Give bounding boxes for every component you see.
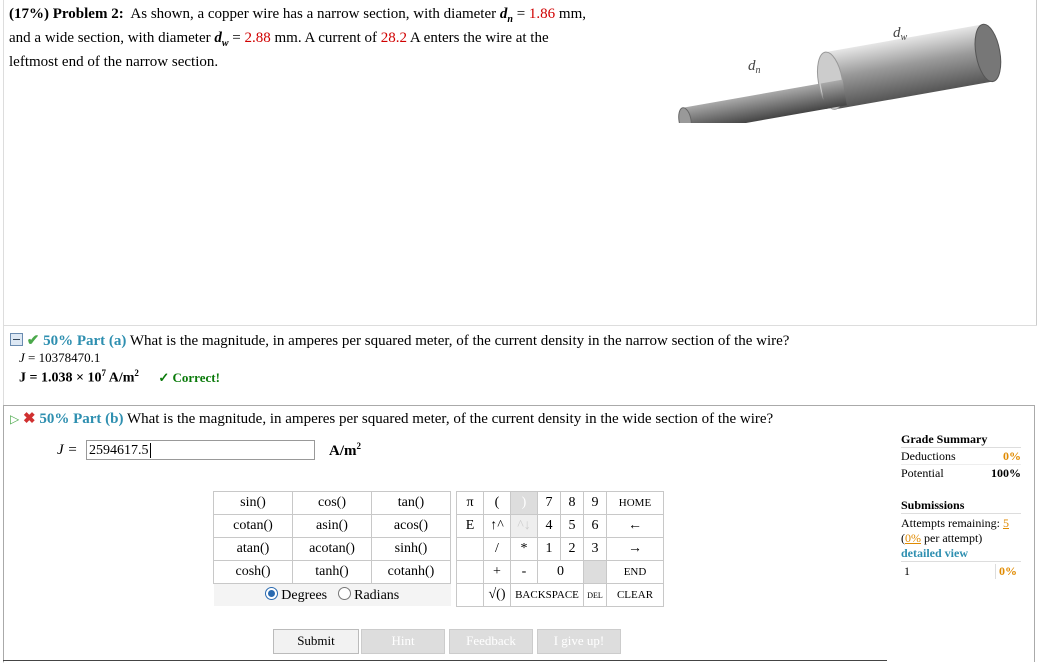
atan-button[interactable]: atan() bbox=[214, 538, 293, 561]
attempts-row bbox=[901, 516, 1021, 531]
numeric-keypad bbox=[456, 491, 664, 607]
part-a-answer bbox=[19, 368, 220, 387]
angle-mode-row bbox=[214, 584, 451, 607]
del-key[interactable]: DEL bbox=[584, 584, 607, 607]
attempts-label: Attempts remaining: bbox=[901, 516, 1000, 530]
detailed-view-link[interactable]: detailed view bbox=[901, 546, 1021, 562]
key-8[interactable]: 8 bbox=[561, 492, 584, 515]
wide-section bbox=[825, 24, 993, 109]
part-b-variable bbox=[57, 442, 78, 459]
blank-key bbox=[457, 561, 484, 584]
blank-key bbox=[457, 584, 484, 607]
part-a-answer-raw: J = 10378470.1 bbox=[19, 350, 101, 365]
end-key[interactable]: END bbox=[607, 561, 664, 584]
deductions-value: 0% bbox=[1003, 449, 1021, 463]
part-b-percent: 50% Part (b) bbox=[39, 411, 124, 427]
home-key[interactable]: HOME bbox=[607, 492, 664, 515]
submit-button[interactable]: Submit bbox=[273, 629, 359, 654]
equals-sign: = bbox=[232, 30, 241, 46]
correct-badge: ✓ Correct! bbox=[158, 369, 220, 385]
clear-key[interactable]: CLEAR bbox=[607, 584, 664, 607]
per-attempt-value: 0% bbox=[905, 531, 921, 545]
per-attempt-row bbox=[901, 531, 1021, 546]
var-dw: $d_w$ bbox=[214, 30, 229, 49]
degrees-label: Degrees bbox=[281, 587, 328, 603]
attempts-value: 5 bbox=[1002, 516, 1009, 530]
dw-value: 2.88 bbox=[244, 30, 271, 46]
var-dn: $d_n$ bbox=[499, 6, 513, 25]
sinh-button[interactable]: sinh() bbox=[372, 538, 451, 561]
problem-text-3: A enters the wire at the bbox=[409, 30, 549, 46]
part-b-unit bbox=[329, 441, 361, 460]
problem-text-1: As shown, a copper wire has a narrow section, with diameter bbox=[130, 6, 497, 22]
part-a-raw-text: = 10378470.1 bbox=[28, 350, 101, 365]
key-3[interactable]: 3 bbox=[584, 538, 607, 561]
e-key[interactable]: E bbox=[457, 515, 484, 538]
part-a-question: What is the magnitude, in amperes per squared meter, of the current density in the narrow section of the wire? bbox=[129, 333, 790, 349]
cross-icon: ✖ bbox=[22, 411, 36, 427]
cos-button[interactable]: cos() bbox=[293, 492, 372, 515]
figure-label-dn: $d_n$ bbox=[748, 58, 761, 76]
potential-label: Potential bbox=[901, 466, 944, 480]
key-9[interactable]: 9 bbox=[584, 492, 607, 515]
part-a-header bbox=[10, 331, 789, 350]
per-attempt-text: per attempt) bbox=[924, 531, 983, 545]
cotan-button[interactable]: cotan() bbox=[214, 515, 293, 538]
right-border bbox=[1036, 0, 1037, 325]
submissions-panel bbox=[901, 498, 1021, 579]
collapse-icon[interactable] bbox=[10, 333, 23, 346]
bottom-border bbox=[3, 660, 887, 661]
right-arrow-key[interactable]: → bbox=[607, 538, 664, 561]
feedback-button[interactable]: Feedback bbox=[449, 629, 533, 654]
part-b-header bbox=[10, 409, 773, 428]
deductions-label: Deductions bbox=[901, 449, 956, 463]
degrees-radio[interactable] bbox=[265, 587, 278, 600]
part-b-var-label: J = bbox=[57, 442, 78, 458]
potential-value: 100% bbox=[991, 466, 1021, 480]
separator bbox=[3, 325, 1037, 326]
problem-text-2: and a wide section, with diameter bbox=[9, 30, 211, 46]
part-b-question: What is the magnitude, in amperes per squared meter, of the current density in the wide section of the wire? bbox=[126, 411, 774, 427]
deductions-row bbox=[901, 449, 1021, 465]
hint-button[interactable]: Hint bbox=[361, 629, 445, 654]
cosh-button[interactable]: cosh() bbox=[214, 561, 293, 584]
key-1[interactable]: 1 bbox=[538, 538, 561, 561]
key-5[interactable]: 5 bbox=[561, 515, 584, 538]
dn-value: 1.86 bbox=[528, 6, 556, 22]
radians-radio[interactable] bbox=[338, 587, 351, 600]
submission-number: 1 bbox=[904, 564, 910, 578]
key-4[interactable]: 4 bbox=[538, 515, 561, 538]
expand-triangle-icon[interactable]: ▷ bbox=[10, 412, 20, 426]
submission-row bbox=[901, 564, 1021, 579]
problem-label: Problem 2: bbox=[52, 6, 124, 22]
sin-button[interactable]: sin() bbox=[214, 492, 293, 515]
key-7[interactable]: 7 bbox=[538, 492, 561, 515]
blank-key bbox=[457, 538, 484, 561]
problem-statement bbox=[9, 5, 669, 71]
key-6[interactable]: 6 bbox=[584, 515, 607, 538]
figure-label-dw: $d_w$ bbox=[893, 25, 908, 43]
open-paren-key[interactable]: ( bbox=[484, 492, 511, 515]
multiply-key[interactable]: * bbox=[511, 538, 538, 561]
problem-weight: (17%) bbox=[9, 6, 49, 22]
key-2[interactable]: 2 bbox=[561, 538, 584, 561]
radians-label: Radians bbox=[354, 587, 400, 603]
part-a-unit-exp: 2 bbox=[134, 368, 139, 378]
part-b-unit-exp: 2 bbox=[356, 441, 361, 451]
blank-gray-key bbox=[584, 561, 607, 584]
tanh-button[interactable]: tanh() bbox=[293, 561, 372, 584]
grade-summary bbox=[901, 432, 1021, 481]
key-0[interactable]: 0 bbox=[538, 561, 584, 584]
part-a-answer-value: J = 1.038 × 10 bbox=[19, 370, 102, 386]
unit-mm-2: mm. A current of bbox=[274, 30, 377, 46]
current-value: 28.2 bbox=[380, 30, 407, 46]
answer-input[interactable] bbox=[86, 440, 315, 460]
pi-key[interactable]: π bbox=[457, 492, 484, 515]
left-arrow-key[interactable]: ← bbox=[607, 515, 664, 538]
equals-sign: = bbox=[516, 6, 526, 22]
part-a-unit: A/m bbox=[108, 370, 135, 386]
cotanh-button[interactable]: cotanh() bbox=[372, 561, 451, 584]
sqrt-key[interactable]: √() bbox=[484, 584, 511, 607]
submission-score: 0% bbox=[995, 564, 1021, 579]
power-up-key[interactable]: ↑^ bbox=[484, 515, 511, 538]
tan-button[interactable]: tan() bbox=[372, 492, 451, 515]
potential-row bbox=[901, 466, 1021, 481]
unit-mm: mm, bbox=[558, 6, 587, 22]
power-down-key[interactable]: ^↓ bbox=[511, 515, 538, 538]
part-a-percent: 50% Part (a) bbox=[43, 333, 127, 349]
check-icon: ✔ bbox=[26, 333, 40, 349]
acos-button[interactable]: acos() bbox=[372, 515, 451, 538]
minus-key[interactable]: - bbox=[511, 561, 538, 584]
backspace-key[interactable]: BACKSPACE bbox=[511, 584, 584, 607]
wire-figure bbox=[670, 18, 1015, 123]
plus-key[interactable]: + bbox=[484, 561, 511, 584]
per-attempt-open: ( bbox=[901, 531, 905, 545]
give-up-button[interactable]: I give up! bbox=[537, 629, 621, 654]
part-b-unit-text: A/m bbox=[329, 443, 357, 459]
close-paren-key[interactable]: ) bbox=[511, 492, 538, 515]
submissions-title: Submissions bbox=[901, 498, 1021, 514]
answer-input-value: 2594617.5 bbox=[89, 443, 149, 458]
divide-key[interactable]: / bbox=[484, 538, 511, 561]
problem-text-4: leftmost end of the narrow section. bbox=[9, 54, 219, 70]
function-keypad bbox=[213, 491, 451, 606]
asin-button[interactable]: asin() bbox=[293, 515, 372, 538]
part-a-exponent: 7 bbox=[101, 368, 106, 378]
acotan-button[interactable]: acotan() bbox=[293, 538, 372, 561]
grade-summary-title: Grade Summary bbox=[901, 432, 1021, 448]
